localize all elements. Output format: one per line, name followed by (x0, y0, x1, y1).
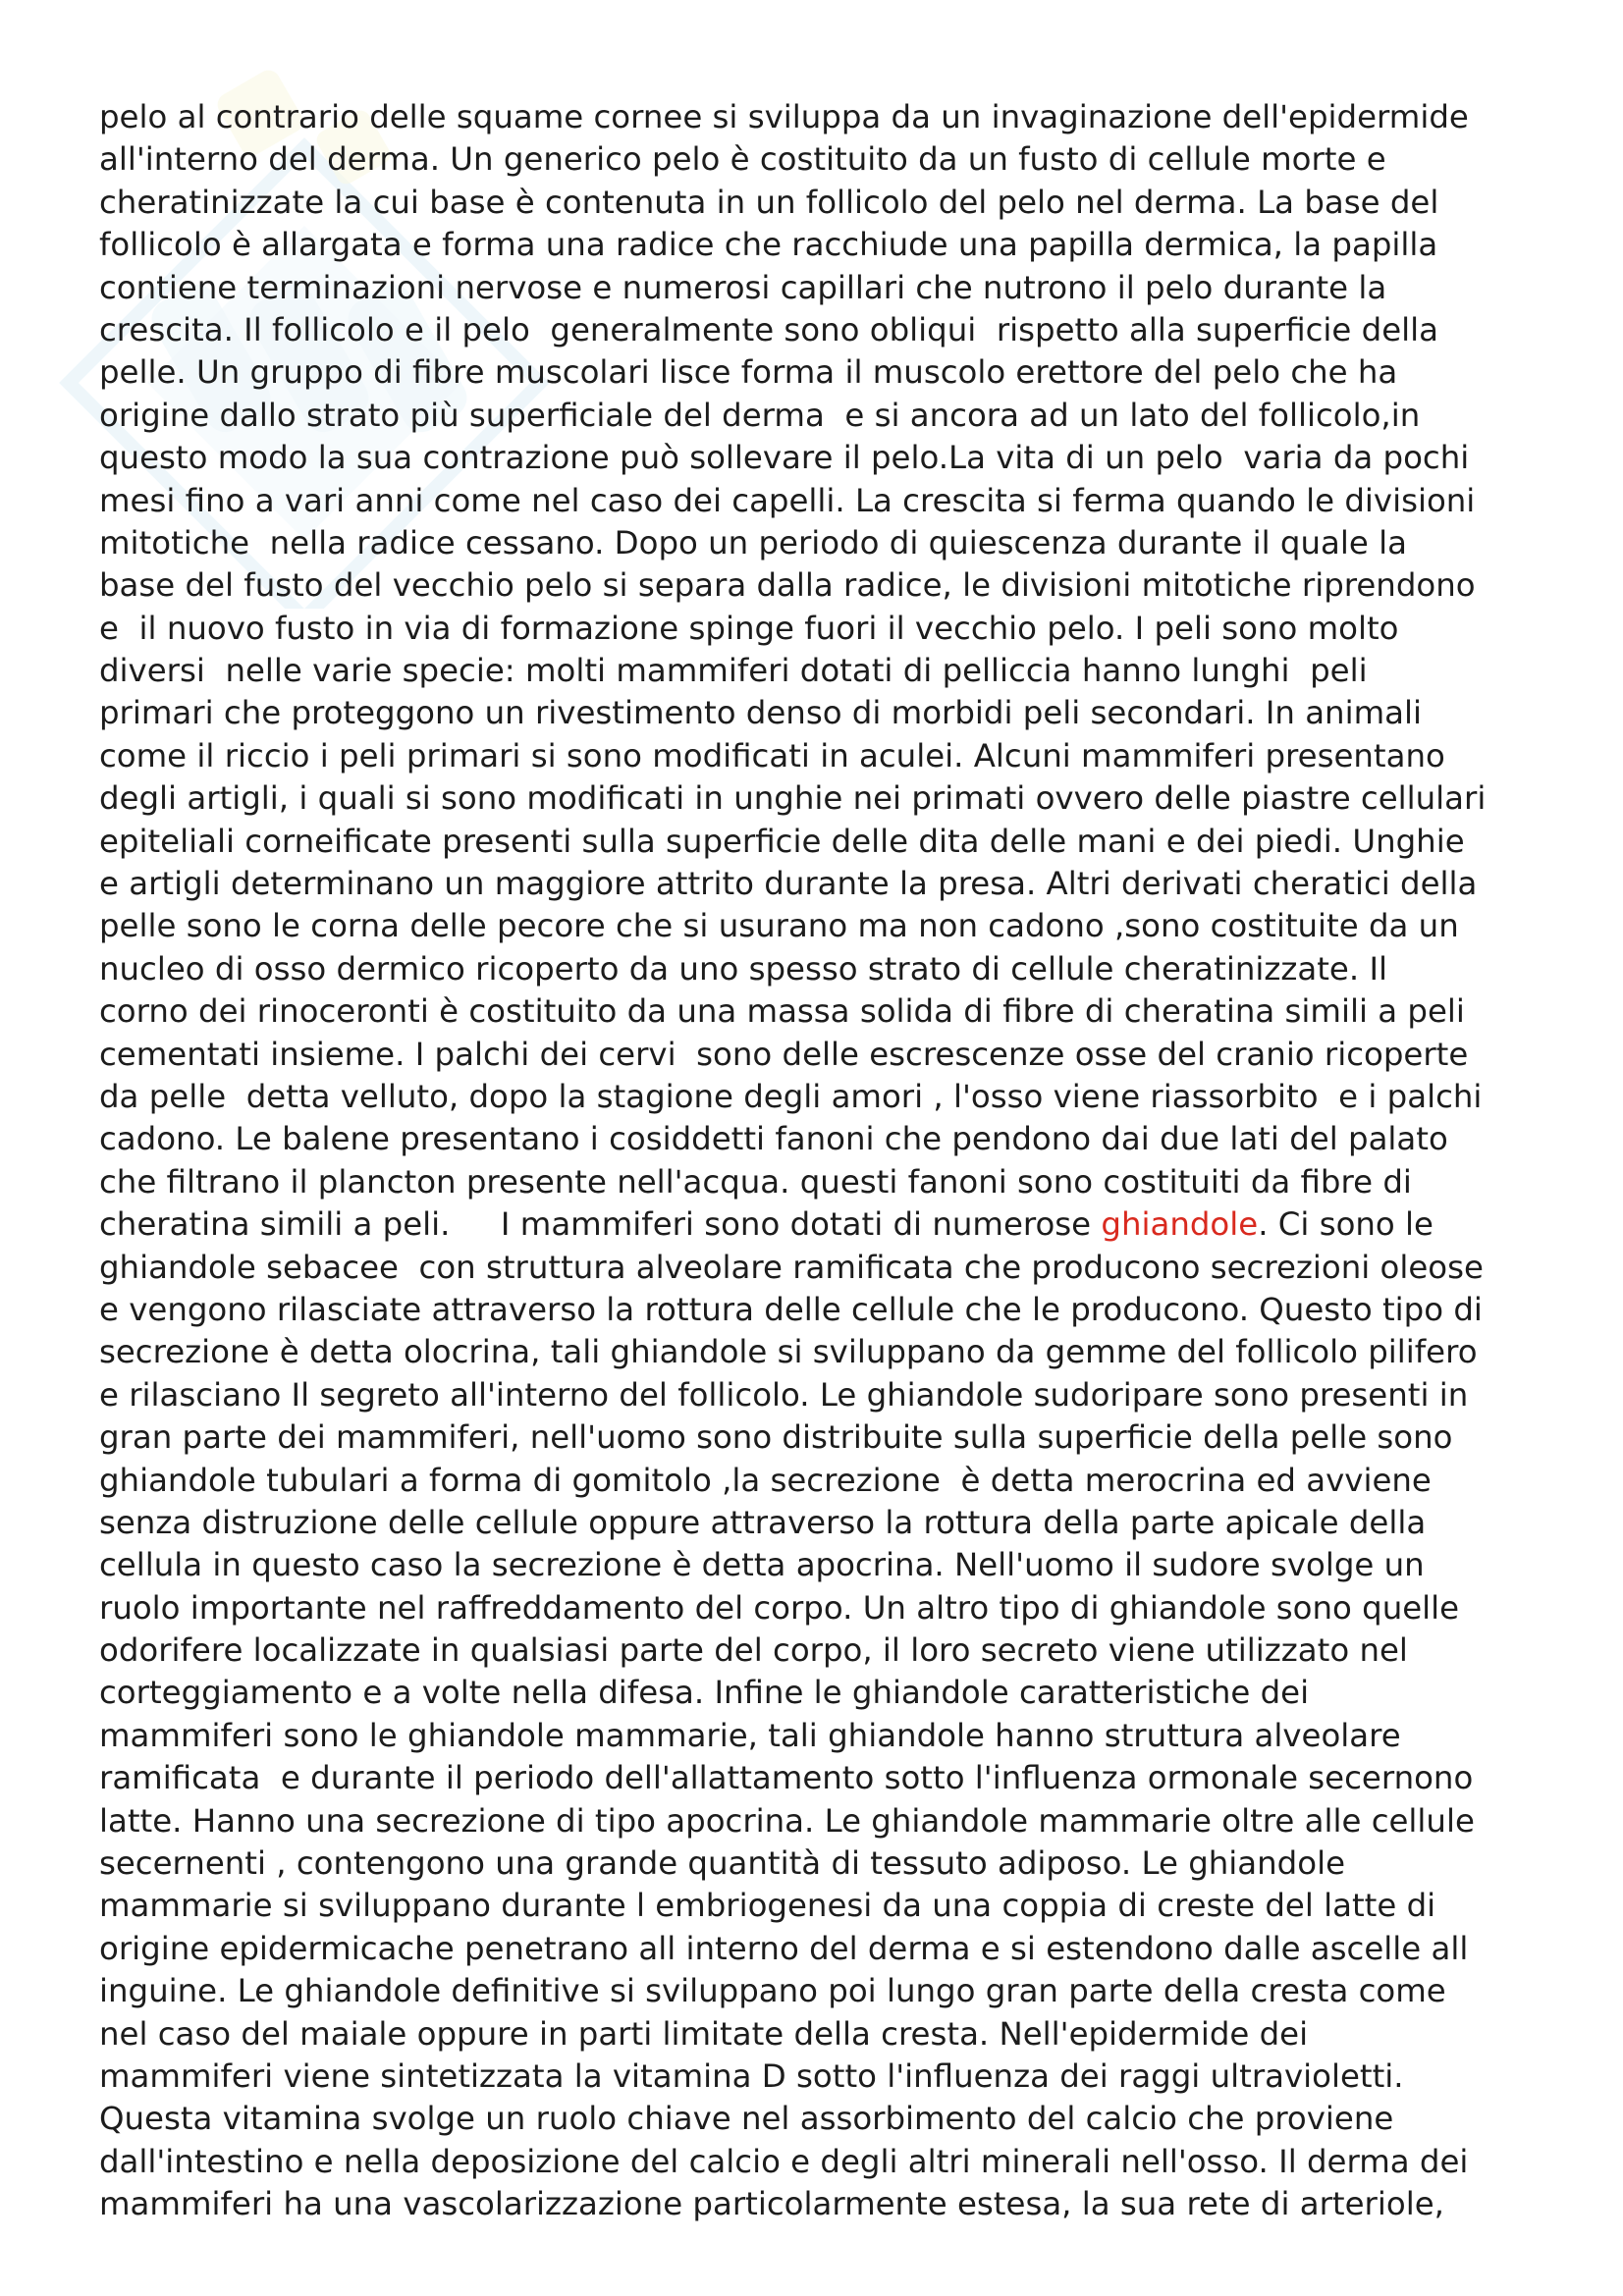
text-line (99, 1885, 1542, 1927)
text-line (99, 224, 1542, 266)
text-line (99, 1289, 1542, 1331)
text-segment: secernenti , contengono una grande quantità di tessuto adiposo. Le ghiandole (99, 1844, 1345, 1883)
text-line (99, 1928, 1542, 1970)
text-line (99, 777, 1542, 820)
text-line (99, 990, 1542, 1033)
text-segment: mesi fino a vari anni come nel caso dei capelli. La crescita si ferma quando le divisioni (99, 481, 1476, 519)
text-line (99, 1247, 1542, 1289)
text-line (99, 2056, 1542, 2098)
text-segment: . Ci sono le (1258, 1205, 1434, 1244)
text-segment: dall'intestino e nella deposizione del calcio e degli altri minerali nell'osso. Il derma dei (99, 2142, 1469, 2180)
text-line (99, 309, 1542, 351)
text-line (99, 1034, 1542, 1076)
text-segment: ghiandole tubulari a forma di gomitolo ,la secrezione è detta merocrina ed avviene (99, 1461, 1432, 1499)
text-line (99, 1970, 1542, 2012)
text-line (99, 735, 1542, 777)
text-segment: secrezione è detta olocrina, tali ghiandole si sviluppano da gemme del follicolo pilifero (99, 1333, 1478, 1371)
text-line (99, 1672, 1542, 1714)
text-segment: base del fusto del vecchio pelo si separa dalla radice, le divisioni mitotiche riprendono (99, 566, 1476, 605)
text-segment: ghiandole sebacee con struttura alveolare ramificata che producono secrezioni oleose (99, 1248, 1484, 1286)
text-line (99, 650, 1542, 692)
text-segment: latte. Hanno una secrezione di tipo apocrina. Le ghiandole mammarie oltre alle cellule (99, 1801, 1475, 1840)
text-segment: corteggiamento e a volte nella difesa. Infine le ghiandole caratteristiche dei (99, 1674, 1310, 1712)
text-line (99, 522, 1542, 564)
text-segment: gran parte dei mammiferi, nell'uomo sono distribuite sulla superficie della pelle sono (99, 1418, 1453, 1457)
text-segment: cementati insieme. I palchi dei cervi sono delle escrescenze osse del cranio ricoperte (99, 1035, 1469, 1073)
text-segment: pelo al contrario delle squame cornee si sviluppa da un invaginazione dell'epidermide (99, 98, 1469, 135)
text-segment: corno dei rinoceronti è costituito da una massa solida di fibre di cheratina simili a peli (99, 992, 1465, 1031)
text-segment: follicolo è allargata e forma una radice che racchiude una papilla dermica, la papilla (99, 226, 1438, 264)
text-segment: inguine. Le ghiandole definitive si sviluppano poi lungo gran parte della cresta come (99, 1972, 1446, 2010)
body-text (99, 96, 1542, 2226)
text-line (99, 1416, 1542, 1459)
text-segment: da pelle detta velluto, dopo la stagione degli amori , l'osso viene riassorbito e i palchi (99, 1077, 1483, 1115)
text-segment: ramificata e durante il periodo dell'allattamento sotto l'influenza ormonale secernono (99, 1759, 1474, 1797)
text-segment: che filtrano il plancton presente nell'acqua. questi fanoni sono costituiti da fibre di (99, 1162, 1412, 1201)
text-segment: origine epidermicache penetrano all interno del derma e si estendono dalle ascelle all (99, 1929, 1469, 1967)
text-line (99, 1374, 1542, 1416)
text-line (99, 821, 1542, 863)
text-line (99, 2098, 1542, 2140)
text-segment: epiteliali corneificate presenti sulla superficie delle dita delle mani e dei piedi. Unghie (99, 822, 1465, 860)
text-segment: e il nuovo fusto in via di formazione spinge fuori il vecchio pelo. I peli sono molto (99, 609, 1399, 647)
text-segment: senza distruzione delle cellule oppure attraverso la rottura della parte apicale della (99, 1503, 1427, 1541)
text-segment: e rilasciano Il segreto all'interno del follicolo. Le ghiandole sudoripare sono presenti in (99, 1375, 1469, 1414)
text-line (99, 1842, 1542, 1885)
text-line (99, 1203, 1542, 1246)
text-segment: contiene terminazioni nervose e numerosi capillari che nutrono il pelo durante la (99, 268, 1387, 306)
text-segment: pelle sono le corna delle pecore che si usurano ma non cadono ,sono costituite da un (99, 907, 1459, 945)
text-segment: e artigli determinano un maggiore attrito durante la presa. Altri derivati cheratici della (99, 865, 1478, 903)
text-segment: come il riccio i peli primari si sono modificati in aculei. Alcuni mammiferi presentano (99, 736, 1445, 774)
text-segment: e vengono rilasciate attraverso la rottura delle cellule che le producono. Questo tipo di (99, 1290, 1483, 1328)
text-line (99, 1715, 1542, 1757)
text-line (99, 905, 1542, 947)
text-line (99, 1076, 1542, 1118)
text-segment: nel caso del maiale oppure in parti limitate della cresta. Nell'epidermide dei (99, 2014, 1309, 2053)
text-segment: nucleo di osso dermico ricoperto da uno spesso strato di cellule cheratinizzate. Il (99, 949, 1387, 988)
text-line (99, 1800, 1542, 1842)
text-line (99, 1757, 1542, 1799)
text-segment: odorifere localizzate in qualsiasi parte del corpo, il loro secreto viene utilizzato nel (99, 1631, 1408, 1670)
text-line (99, 395, 1542, 437)
text-segment: cellula in questo caso la secrezione è detta apocrina. Nell'uomo il sudore svolge un (99, 1546, 1425, 1584)
text-line (99, 608, 1542, 650)
text-line (99, 2183, 1542, 2225)
text-segment: mammiferi viene sintetizzata la vitamina D sotto l'influenza dei raggi ultravioletti. (99, 2056, 1404, 2095)
text-line (99, 1544, 1542, 1586)
text-line (99, 480, 1542, 522)
text-segment: diversi nelle varie specie: molti mammiferi dotati di pelliccia hanno lunghi peli (99, 652, 1368, 690)
text-line (99, 267, 1542, 309)
text-line (99, 96, 1542, 138)
highlighted-term: ghiandole (1101, 1205, 1259, 1244)
text-line (99, 948, 1542, 990)
text-segment: Questa vitamina svolge un ruolo chiave nel assorbimento del calcio che proviene (99, 2100, 1394, 2138)
text-segment: mammiferi sono le ghiandole mammarie, tali ghiandole hanno struttura alveolare (99, 1716, 1401, 1754)
text-segment: ruolo importante nel raffreddamento del corpo. Un altro tipo di ghiandole sono quelle (99, 1588, 1460, 1627)
text-line (99, 1502, 1542, 1544)
text-segment: all'interno del derma. Un generico pelo è costituito da un fusto di cellule morte e (99, 140, 1386, 179)
text-line (99, 1460, 1542, 1502)
text-segment: pelle. Un gruppo di fibre muscolari lisce forma il muscolo erettore del pelo che ha (99, 353, 1398, 392)
text-segment: mammiferi ha una vascolarizzazione particolarmente estesa, la sua rete di arteriole, (99, 2185, 1444, 2223)
text-segment: questo modo la sua contrazione può sollevare il pelo.La vita di un pelo varia da pochi (99, 439, 1470, 477)
text-line (99, 437, 1542, 479)
text-line (99, 863, 1542, 905)
text-line (99, 692, 1542, 734)
text-segment: cadono. Le balene presentano i cosiddetti fanoni che pendono dai due lati del palato (99, 1120, 1448, 1158)
text-line (99, 1587, 1542, 1629)
text-line (99, 2141, 1542, 2183)
text-line (99, 1118, 1542, 1160)
text-segment: cheratinizzate la cui base è contenuta in un follicolo del pelo nel derma. La base del (99, 183, 1439, 221)
text-line (99, 2013, 1542, 2056)
text-line (99, 564, 1542, 607)
text-line (99, 1161, 1542, 1203)
text-line (99, 182, 1542, 224)
text-segment: crescita. Il follicolo e il pelo generalmente sono obliqui rispetto alla superficie della (99, 310, 1438, 348)
text-segment: cheratina simili a peli. I mammiferi sono dotati di numerose (99, 1205, 1102, 1244)
text-segment: mitotiche nella radice cessano. Dopo un periodo di quiescenza durante il quale la (99, 523, 1407, 561)
text-segment: mammarie si sviluppano durante l embriogenesi da una coppia di creste del latte di (99, 1887, 1436, 1925)
text-line (99, 351, 1542, 394)
text-segment: degli artigli, i quali si sono modificati in unghie nei primati ovvero delle piastre cellulari (99, 779, 1487, 818)
text-line (99, 1331, 1542, 1373)
text-segment: origine dallo strato più superficiale del derma e si ancora ad un lato del follicolo,in (99, 396, 1421, 434)
text-line (99, 138, 1542, 181)
text-segment: primari che proteggono un rivestimento denso di morbidi peli secondari. In animali (99, 694, 1422, 732)
text-line (99, 1629, 1542, 1672)
